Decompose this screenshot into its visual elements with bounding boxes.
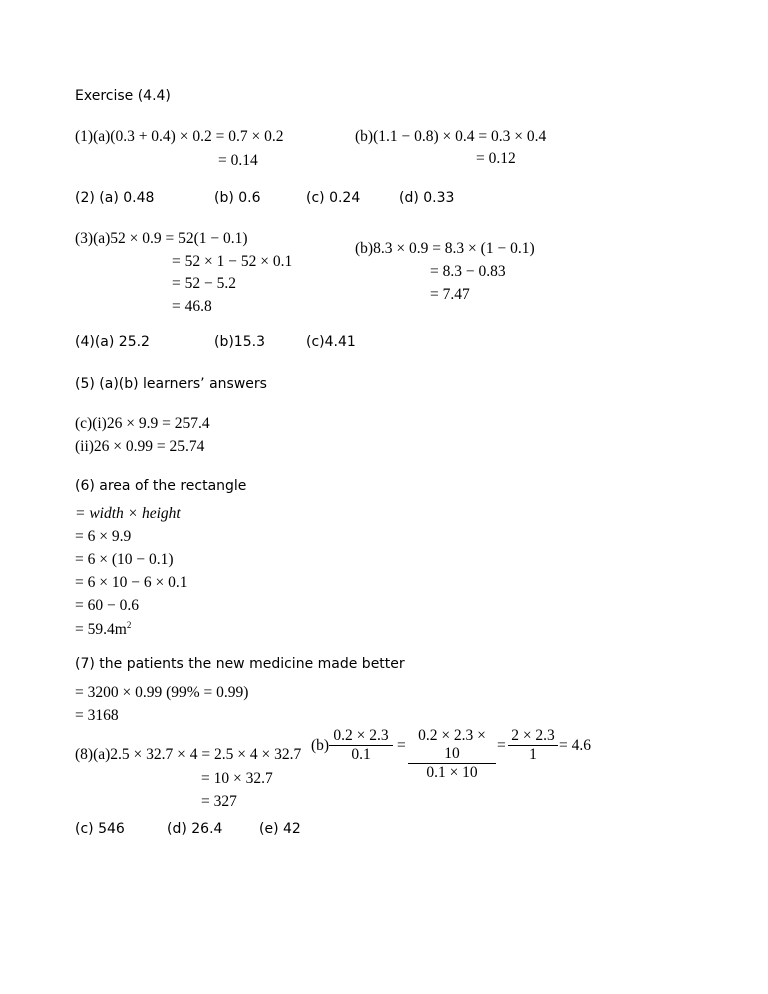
q3-a-line1: (3)(a)52 × 0.9 = 52(1 − 0.1) — [75, 230, 248, 247]
q6-line6 — [75, 620, 131, 639]
q5-c-i: (c)(i)26 × 9.9 = 257.4 — [75, 415, 210, 432]
q2-d: (d) 0.33 — [399, 190, 455, 206]
q6-line5: = 60 − 0.6 — [75, 597, 139, 614]
q8-fraction-2-numerator: 0.2 × 2.3 × 10 — [408, 727, 496, 764]
q2-b: (b) 0.6 — [214, 190, 261, 206]
q6-line2: = 6 × 9.9 — [75, 528, 132, 545]
q4-c: (c)4.41 — [306, 334, 356, 350]
q8-c: (c) 546 — [75, 821, 125, 837]
q8-e: (e) 42 — [259, 821, 301, 837]
q1-b-line1: (b)(1.1 − 0.8) × 0.4 = 0.3 × 0.4 — [355, 128, 547, 145]
q8-equals-1: = — [397, 737, 406, 754]
q8-result: = 4.6 — [559, 737, 591, 754]
q2-a: (2) (a) 0.48 — [75, 190, 155, 206]
q1-b-line2: = 0.12 — [476, 150, 516, 167]
q8-fraction-1 — [329, 727, 393, 764]
q3-a-line3: = 52 − 5.2 — [172, 275, 236, 292]
q8-fraction-3-denominator: 1 — [529, 746, 537, 763]
q3-a-line4: = 46.8 — [172, 298, 212, 315]
q8-a-line2: = 10 × 32.7 — [201, 770, 273, 787]
q4-b: (b)15.3 — [214, 334, 265, 350]
q3-b-line1: (b)8.3 × 0.9 = 8.3 × (1 − 0.1) — [355, 240, 535, 257]
q1-a-line2: = 0.14 — [218, 152, 258, 169]
exercise-title: Exercise (4.4) — [75, 88, 171, 104]
q8-d: (d) 26.4 — [167, 821, 223, 837]
q8-fraction-2-denominator: 0.1 × 10 — [426, 764, 478, 781]
q6-line3: = 6 × (10 − 0.1) — [75, 551, 174, 568]
q8-equals-2: = — [497, 737, 506, 754]
q7-line2: = 3168 — [75, 707, 119, 724]
q4-a: (4)(a) 25.2 — [75, 334, 150, 350]
q3-a-line2: = 52 × 1 − 52 × 0.1 — [172, 253, 293, 270]
q6-heading: (6) area of the rectangle — [75, 478, 247, 494]
q1-a-line1: (1)(a)(0.3 + 0.4) × 0.2 = 0.7 × 0.2 — [75, 128, 284, 145]
q5-c-ii: (ii)26 × 0.99 = 25.74 — [75, 438, 205, 455]
q8-fraction-1-numerator: 0.2 × 2.3 — [329, 727, 393, 746]
q8-a-line3: = 327 — [201, 793, 237, 810]
q7-heading: (7) the patients the new medicine made better — [75, 656, 405, 672]
q3-b-line2: = 8.3 − 0.83 — [430, 263, 506, 280]
q8-b-label: (b) — [311, 737, 330, 754]
q6-line1: = width × height — [75, 505, 181, 522]
q8-a-line1: (8)(a)2.5 × 32.7 × 4 = 2.5 × 4 × 32.7 — [75, 746, 302, 763]
q2-c: (c) 0.24 — [306, 190, 361, 206]
q8-fraction-1-denominator: 0.1 — [351, 746, 371, 763]
q7-line1: = 3200 × 0.99 (99% = 0.99) — [75, 684, 249, 701]
q5-heading: (5) (a)(b) learners’ answers — [75, 376, 267, 392]
q8-fraction-3 — [508, 727, 558, 764]
q8-fraction-3-numerator: 2 × 2.3 — [508, 727, 558, 746]
q6-line4: = 6 × 10 − 6 × 0.1 — [75, 574, 188, 591]
q8-fraction-2 — [408, 727, 496, 782]
q3-b-line3: = 7.47 — [430, 286, 470, 303]
q6-line6-sup: 2 — [126, 620, 132, 630]
q6-line6-text: = 59.4m — [75, 621, 127, 639]
